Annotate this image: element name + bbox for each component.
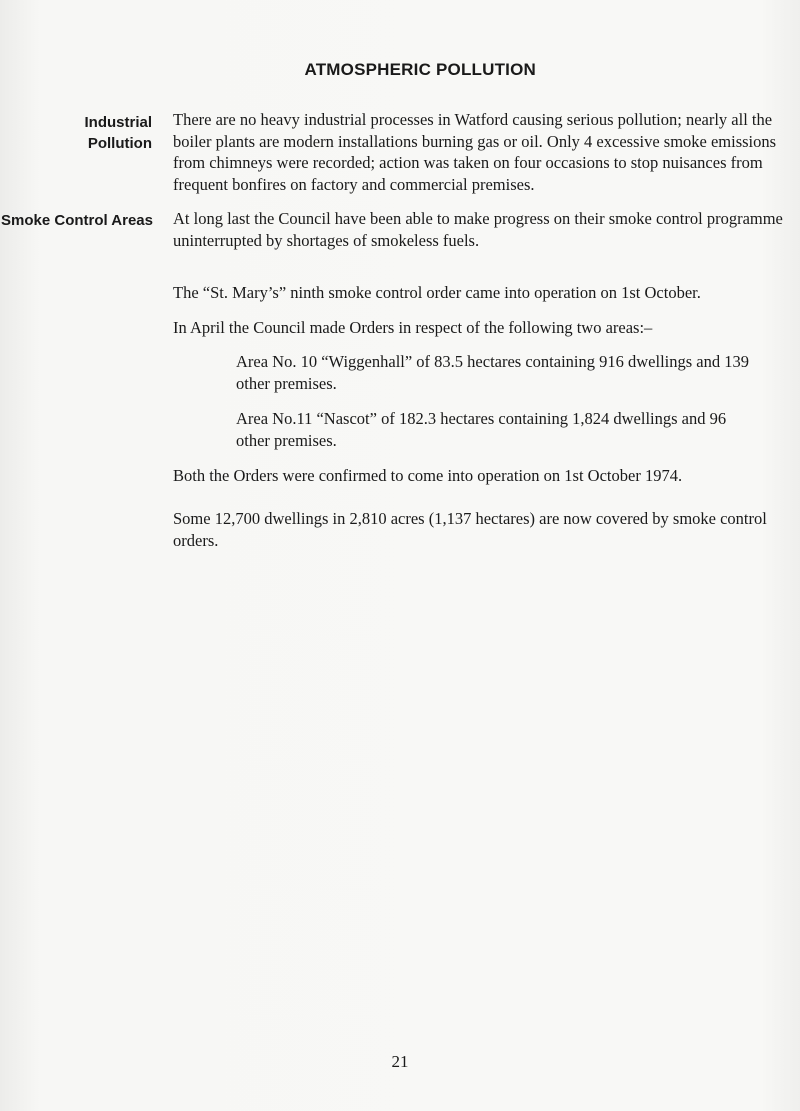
section-label-smoke-control-areas: Smoke Control Areas — [1, 212, 153, 229]
smoke-control-paragraph: In April the Council made Orders in respect of the following two areas:– — [173, 318, 653, 337]
smoke-control-paragraph: Some 12,700 dwellings in 2,810 acres (1,137 hectares) are now covered by smoke control orders. — [173, 509, 767, 550]
section-label-line: Industrial — [84, 114, 152, 131]
section-label-industrial-pollution — [0, 112, 152, 154]
industrial-pollution-paragraph: There are no heavy industrial processes in Watford causing serious pollution; nearly all the boiler plants are modern installations burning gas or oil. Only 4 excessive smoke emissions from chimneys were recorded; action was taken on four occasions to stop nuisances from frequent bonfires on factory and commercial premises. — [173, 110, 777, 194]
smoke-control-paragraph: Both the Orders were confirmed to come into operation on 1st October 1974. — [173, 466, 683, 485]
page-number: 21 — [391, 1052, 409, 1071]
area-order-item: Area No.11 “Nascot” of 182.3 hectares containing 1,824 dwellings and 96 other premises. — [236, 409, 727, 450]
smoke-control-paragraph: At long last the Council have been able to make progress on their smoke control programme uninterrupted by shortages of smokeless fuels. — [173, 209, 783, 250]
area-order-item: Area No. 10 “Wiggenhall” of 83.5 hectares containing 916 dwellings and 139 other premises. — [236, 352, 749, 393]
section-label-line: Pollution — [87, 135, 152, 152]
smoke-control-paragraph: The “St. Mary’s” ninth smoke control order came into operation on 1st October. — [173, 283, 701, 302]
page-title: ATMOSPHERIC POLLUTION — [304, 60, 536, 79]
